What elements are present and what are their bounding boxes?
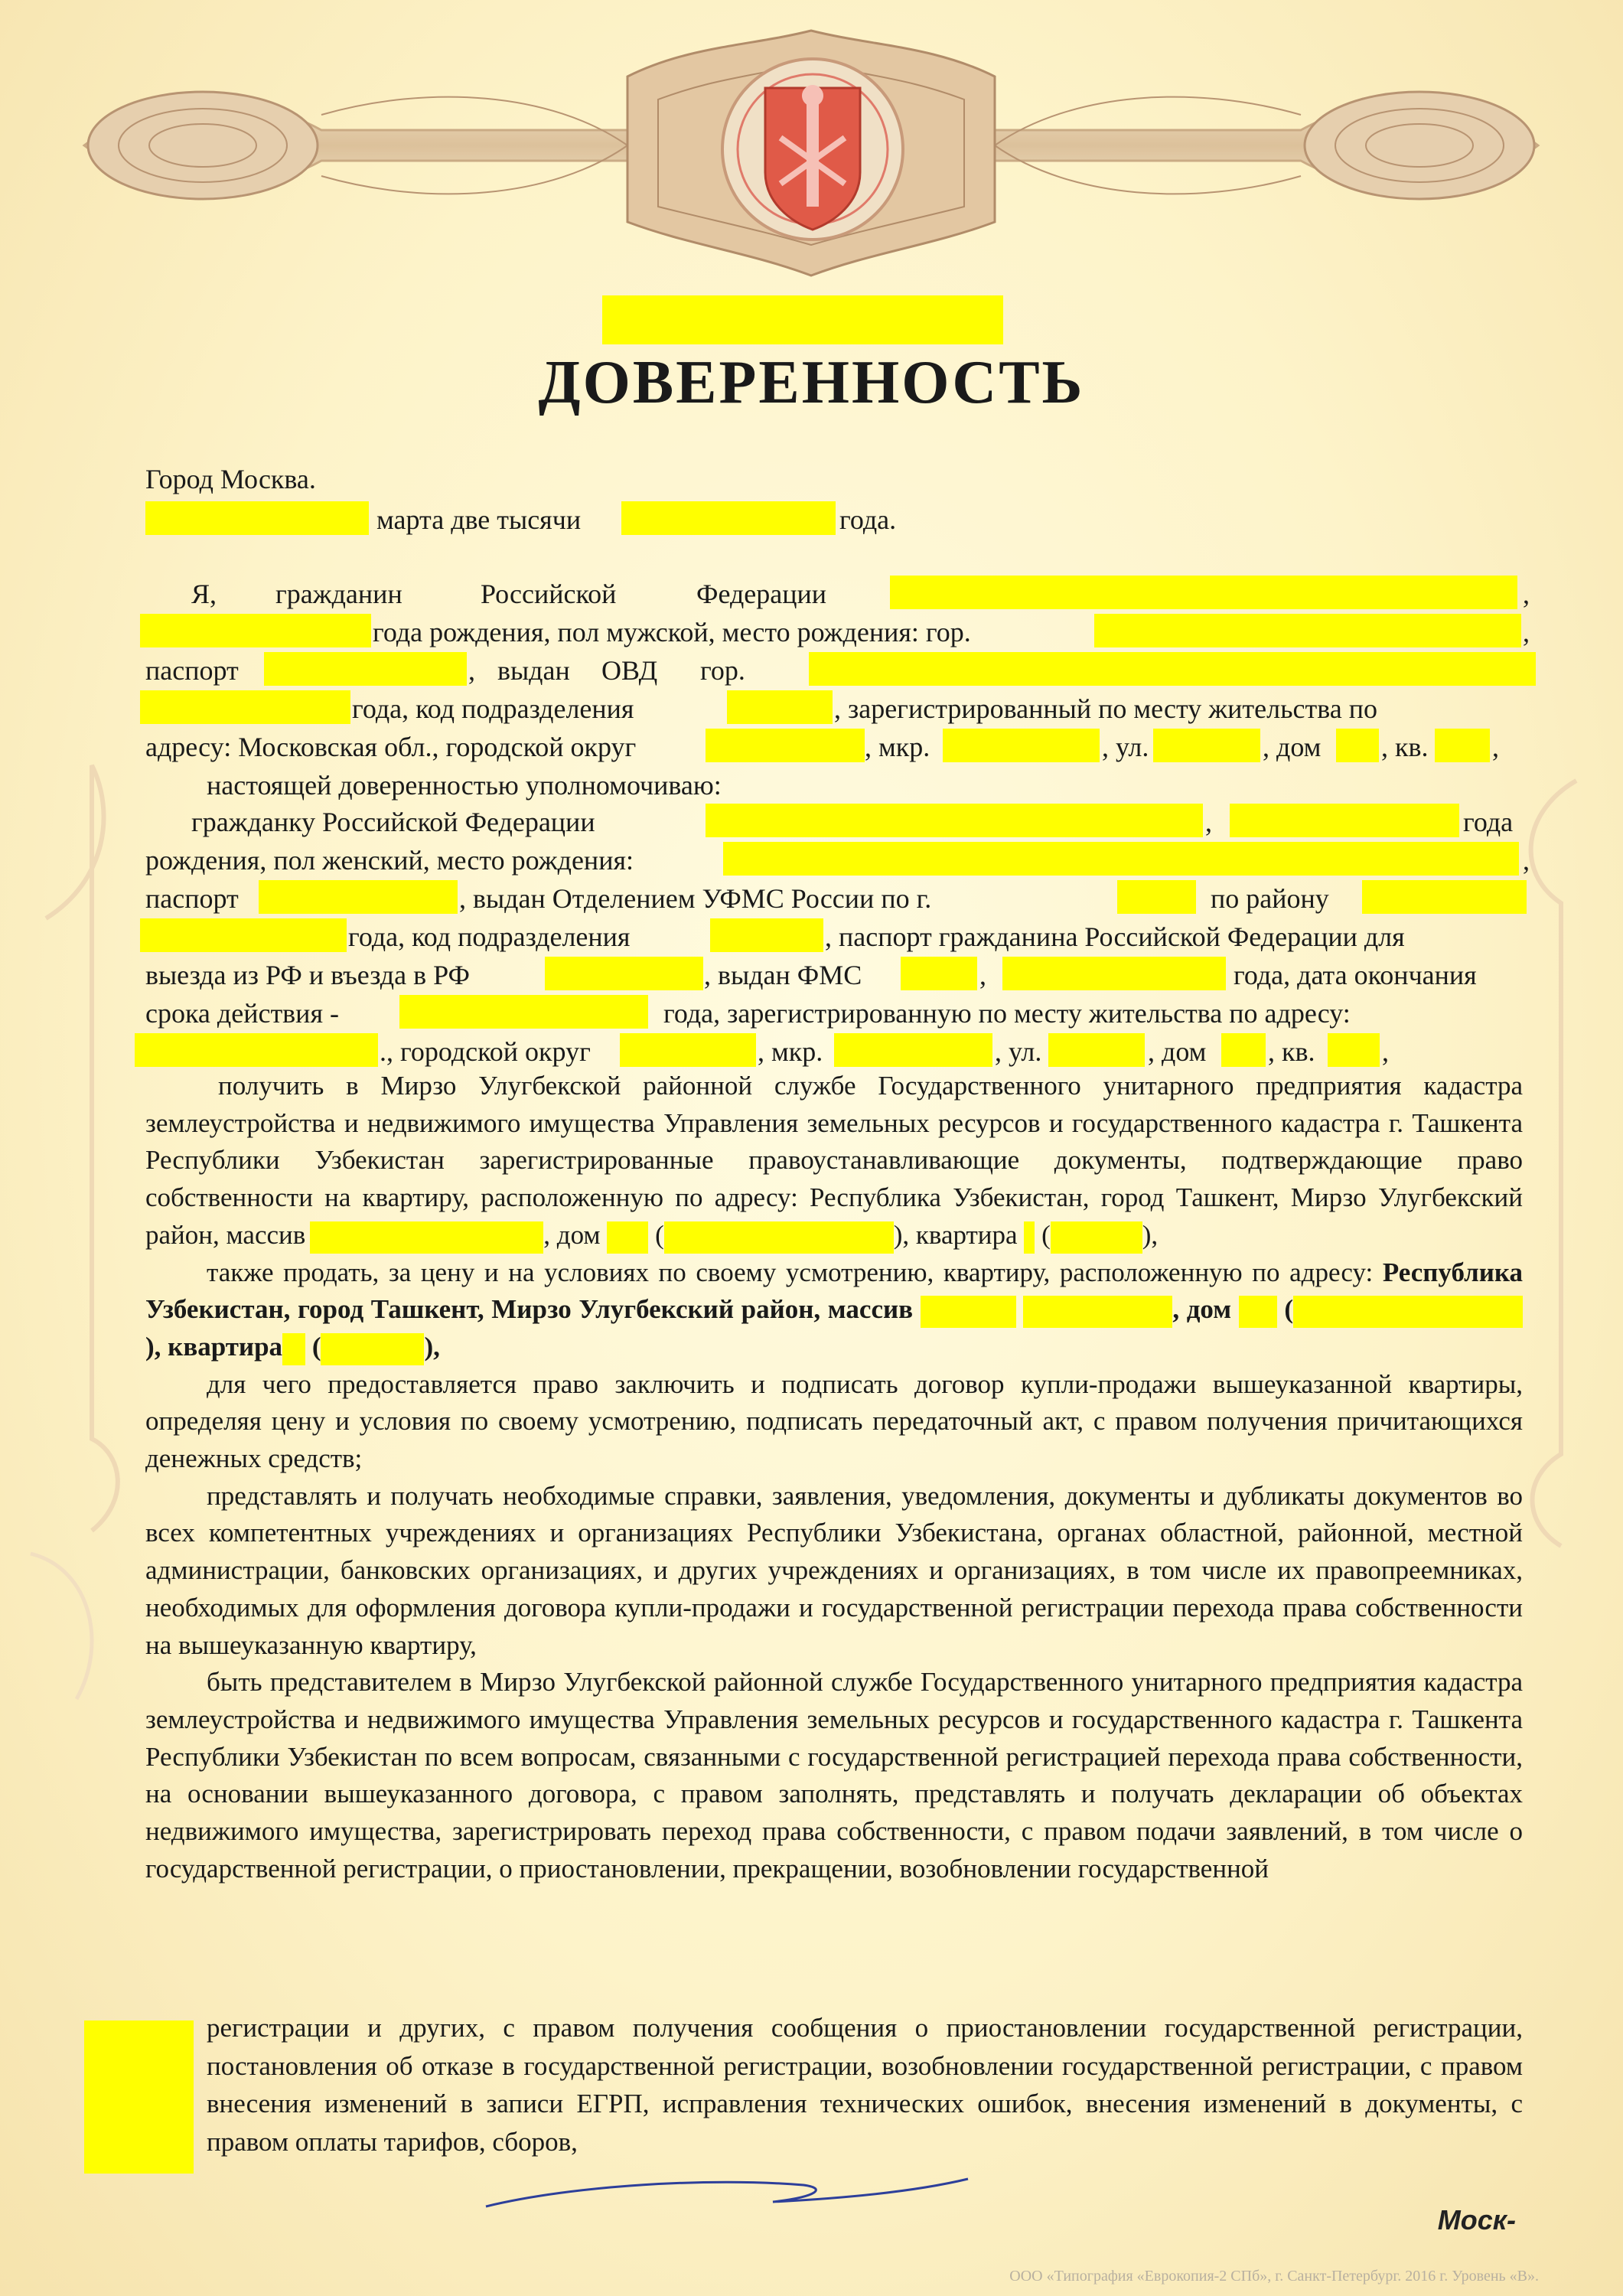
text-run: , паспорт гражданина Российской Федерации для xyxy=(825,921,1405,952)
document-body xyxy=(145,1068,1523,1887)
redaction-mark xyxy=(1230,804,1459,837)
text-run: гор. xyxy=(700,655,745,686)
redaction-mark xyxy=(1153,729,1260,762)
text-run: ), квартира xyxy=(893,1219,1018,1250)
redaction-mark xyxy=(321,1333,424,1365)
text-run: гражданин xyxy=(275,579,402,609)
date-text: марта две тысячи xyxy=(376,504,582,535)
redaction-mark xyxy=(399,995,648,1029)
text-run: выдан xyxy=(497,655,570,686)
redaction-mark xyxy=(607,1221,648,1254)
text-run: ), xyxy=(1142,1219,1159,1250)
redaction-mark xyxy=(310,1221,543,1254)
text-run: ( xyxy=(1041,1219,1051,1250)
text-run: ), xyxy=(424,1331,440,1362)
printer-footer: ООО «Типография «Еврокопия-2 СПб», г. Санкт-Петербург. 2016 г. Уровень «В». xyxy=(1009,2268,1539,2285)
redaction-mark xyxy=(264,652,467,686)
text-run: по району xyxy=(1211,883,1329,914)
text-run: Республика Узбекистан, город Ташкент, Мирзо Улугбекский район, массив xyxy=(145,1257,1524,1325)
redaction-mark xyxy=(259,880,458,914)
redaction-mark xyxy=(1051,1221,1142,1254)
text-run: адресу: Московская обл., городской округ xyxy=(145,732,637,762)
text-run: выезда из РФ и въезда в РФ xyxy=(145,960,470,990)
text-run: , xyxy=(1492,732,1499,762)
redaction-mark xyxy=(145,501,369,535)
text-run: , зарегистрированный по месту жительства по xyxy=(834,693,1377,724)
redaction-mark xyxy=(706,729,865,762)
text-run: года, код подразделения xyxy=(348,921,631,952)
paragraph-receive xyxy=(145,1068,1523,1254)
text-run: ( xyxy=(311,1331,321,1362)
redaction-mark xyxy=(1048,1033,1145,1067)
redaction-mark xyxy=(1293,1296,1523,1328)
text-run: , выдан Отделением УФМС России по г. xyxy=(459,883,932,914)
text-run: ОВД xyxy=(601,655,658,686)
redaction-mark xyxy=(664,1221,894,1254)
date-end: года. xyxy=(839,504,897,535)
text-run: , ул. xyxy=(995,1036,1042,1067)
redaction-mark xyxy=(1336,729,1379,762)
text-run: настоящей доверенностью уполномочиваю: xyxy=(207,770,722,801)
text-run: рождения, пол женский, место рождения: xyxy=(145,845,634,876)
redaction-mark xyxy=(943,729,1100,762)
redaction-mark xyxy=(1221,1033,1266,1067)
redaction-mark xyxy=(621,501,836,535)
text-run: Я, xyxy=(191,579,217,609)
redaction-mark xyxy=(921,1296,1016,1328)
text-run: паспорт xyxy=(145,883,239,914)
text-run: , дом xyxy=(1148,1036,1207,1067)
paragraph-documents: представлять и получать необходимые справки, заявления, уведомления, документы и дубликаты документов во всех компетентных учреждениях и организациях Республики Узбекистана, органах областной, районной, местной администрации, банковских организациях, и других учреждениях и организациях, в том числе их правопреемниках, необходимых для оформления договора купли-продажи и государственной регистрации перехода права собственности на вышеуказанную квартиру, xyxy=(145,1480,1523,1660)
text-run: , выдан ФМС xyxy=(704,960,862,990)
redaction-mark xyxy=(727,690,833,724)
paragraph-contract: для чего предоставляется право заключить и подписать договор купли-продажи вышеуказанной квартиры, определяя цену и условия по своему усмотрению, подписать передаточный акт, с правом получения причитающихся денежных средств; xyxy=(145,1368,1523,1474)
text-run: , мкр. xyxy=(865,732,930,762)
text-run: адресу: xyxy=(1289,1257,1374,1287)
text-run: получить в Мирзо Улугбекской районной службе Государственного унитарного предприятия кадастра землеустройства и недвижимого имущества Управления земельных ресурсов и государственного кадастра г. Ташкента Республики Узбекистан зарегистрированные правоустанавливающие документы, подтверждающие право собственности на квартиру, расположенную по адресу: Республика Узбекистан, город Ташкент, Мирзо Улугбекский район, массив xyxy=(145,1071,1523,1250)
text-run: ( xyxy=(655,1219,664,1250)
text-run: также продать, за цену и на условиях по своему усмотрению, квартиру, расположенную по xyxy=(207,1257,1280,1287)
text-run: , xyxy=(1523,617,1530,647)
redaction-mark xyxy=(706,804,1203,837)
redaction-mark xyxy=(1094,614,1521,647)
redaction-mark xyxy=(1435,729,1490,762)
redaction-mark xyxy=(140,614,371,647)
redaction-mark xyxy=(620,1033,756,1067)
catchword: Моск- xyxy=(1437,2204,1516,2236)
text-run: ., городской округ xyxy=(380,1036,591,1067)
redaction-mark xyxy=(135,1033,378,1067)
redaction-mark xyxy=(545,957,703,990)
text-run: , дом xyxy=(1263,732,1322,762)
text-run: , дом xyxy=(543,1219,601,1250)
text-run: года, код подразделения xyxy=(352,693,634,724)
redaction-mark xyxy=(1002,957,1226,990)
text-run: , кв. xyxy=(1381,732,1429,762)
text-run: , xyxy=(1382,1036,1389,1067)
text-run: года xyxy=(1463,807,1514,837)
text-run: Федерации xyxy=(696,579,827,609)
text-run: , дом xyxy=(1172,1294,1232,1325)
text-run: Российской xyxy=(481,579,617,609)
text-run: гражданку Российской Федерации xyxy=(191,807,595,837)
city-line: Город Москва. xyxy=(145,464,316,494)
text-run: , xyxy=(1523,579,1530,609)
text-run: года, дата окончания xyxy=(1234,960,1477,990)
text-run: срока действия - xyxy=(145,998,339,1029)
text-run: ), квартира xyxy=(145,1331,283,1362)
redaction-mark xyxy=(1023,1296,1172,1328)
redaction-mark xyxy=(901,957,977,990)
redaction-mark xyxy=(809,652,1536,686)
text-run: года, зарегистрированную по месту жительства по адресу: xyxy=(663,998,1351,1029)
redaction-mark xyxy=(1024,1221,1035,1254)
text-run: года рождения, пол мужской, место рождения: гор. xyxy=(373,617,971,647)
text-run: , мкр. xyxy=(758,1036,823,1067)
text-run: , ул. xyxy=(1102,732,1149,762)
paragraph-registration: регистрации и других, с правом получения сообщения о приостановлении государственной регистрации, постановления об отказе в государственной регистрации, возобновлении государственной регистрации, с правом внесения изменений в записи ЕГРП, исправления технических ошибок, внесения изменений в документы, с правом оплаты тарифов, сборов, xyxy=(207,2013,1523,2157)
document-title: ДОВЕРЕННОСТЬ xyxy=(538,349,1085,416)
redaction-mark xyxy=(710,918,823,952)
redaction-mark xyxy=(1239,1296,1277,1328)
redaction-mark xyxy=(1117,880,1196,914)
redaction-mark xyxy=(1328,1033,1380,1067)
redaction-mark xyxy=(890,576,1517,609)
paragraph-represent: быть представителем в Мирзо Улугбекской районной службе Государственного унитарного предприятия кадастра землеустройства и недвижимого имущества Управления земельных ресурсов и государственного кадастра г. Ташкента Республики Узбекистан по всем вопросам, связанными с государственной регистрацией перехода права собственности, на основании вышеуказанного договора, с правом заполнять, представлять и получать декларации об объектах недвижимого имущества, зарегистрировать переход права собственности, с правом подачи заявлений, в том числе о государственной регистрации, о приостановлении, прекращении, возобновлении государственной xyxy=(145,1667,1523,1883)
text-run: , xyxy=(468,655,475,686)
redaction-mark xyxy=(140,690,350,724)
text-run: , xyxy=(1205,807,1212,837)
redaction-mark xyxy=(602,295,1003,344)
text-run: ( xyxy=(1284,1294,1294,1325)
redaction-mark xyxy=(834,1033,992,1067)
redaction-mark xyxy=(282,1333,305,1365)
redaction-mark xyxy=(84,2020,194,2174)
text-run: , xyxy=(1523,845,1530,876)
text-run: , xyxy=(979,960,986,990)
paragraph-sell xyxy=(145,1254,1523,1366)
signature-stroke xyxy=(482,2162,972,2216)
redaction-mark xyxy=(723,842,1519,876)
text-run: , кв. xyxy=(1268,1036,1315,1067)
redaction-mark xyxy=(140,918,347,952)
text-run: паспорт xyxy=(145,655,239,686)
redaction-mark xyxy=(1362,880,1527,914)
